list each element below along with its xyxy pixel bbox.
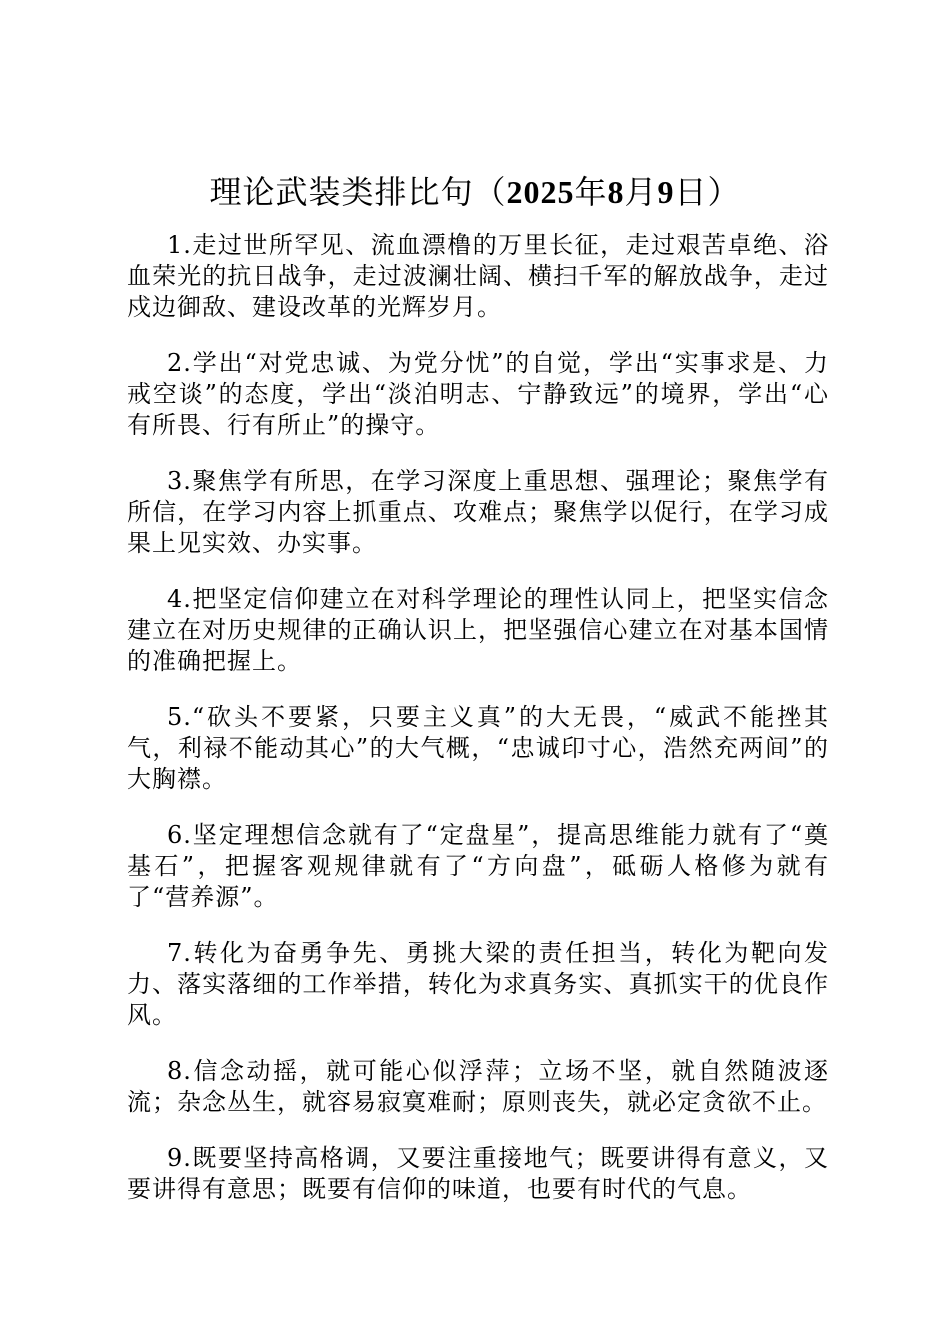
paragraph-9: 9.既要坚持高格调，又要注重接地气；既要讲得有意义，又要讲得有意思；既要有信仰的味道，也要有时代的气息。 [127, 1144, 829, 1203]
paragraph-8: 8.信念动摇，就可能心似浮萍；立场不坚，就自然随波逐流；杂念丛生，就容易寂寞难耐；原则丧失，就必定贪欲不止。 [127, 1057, 829, 1116]
title-year: 2025 [506, 174, 575, 210]
title-text: 理论武装类排比句（ [209, 173, 507, 211]
paragraph-6: 6.坚定理想信念就有了“定盘星”，提高思维能力就有了“奠基石”，把握客观规律就有了“方向盘”，砥砺人格修为就有了“营养源”。 [127, 821, 829, 911]
paragraph-4: 4.把坚定信仰建立在对科学理论的理性认同上，把坚实信念建立在对历史规律的正确认识上，把坚强信心建立在对基本国情的准确把握上。 [127, 585, 829, 675]
paragraph-7: 7.转化为奋勇争先、勇挑大梁的责任担当，转化为靶向发力、落实落细的工作举措，转化为求真务实、真抓实干的优良作风。 [127, 939, 829, 1029]
title-month-unit: 月 [624, 173, 658, 211]
title-day: 9 [657, 174, 675, 210]
document-title [0, 168, 950, 216]
title-month: 8 [607, 174, 625, 210]
paragraph-3: 3.聚焦学有所思，在学习深度上重思想、强理论；聚焦学有所信，在学习内容上抓重点、攻难点；聚焦学以促行，在学习成果上见实效、办实事。 [127, 467, 829, 557]
document-body [127, 230, 829, 1230]
paragraph-2: 2.学出“对党忠诚、为党分忧”的自觉，学出“实事求是、力戒空谈”的态度，学出“淡泊明志、宁静致远”的境界，学出“心有所畏、行有所止”的操守。 [127, 349, 829, 439]
title-day-unit: 日） [674, 173, 741, 211]
paragraph-5: 5.“砍头不要紧，只要主义真”的大无畏，“威武不能挫其气，利禄不能动其心”的大气概，“忠诚印寸心，浩然充两间”的大胸襟。 [127, 703, 829, 793]
paragraph-1: 1.走过世所罕见、流血漂橹的万里长征，走过艰苦卓绝、浴血荣光的抗日战争，走过波澜壮阔、横扫千军的解放战争，走过戍边御敌、建设改革的光辉岁月。 [127, 231, 829, 321]
title-year-unit: 年 [574, 173, 608, 211]
